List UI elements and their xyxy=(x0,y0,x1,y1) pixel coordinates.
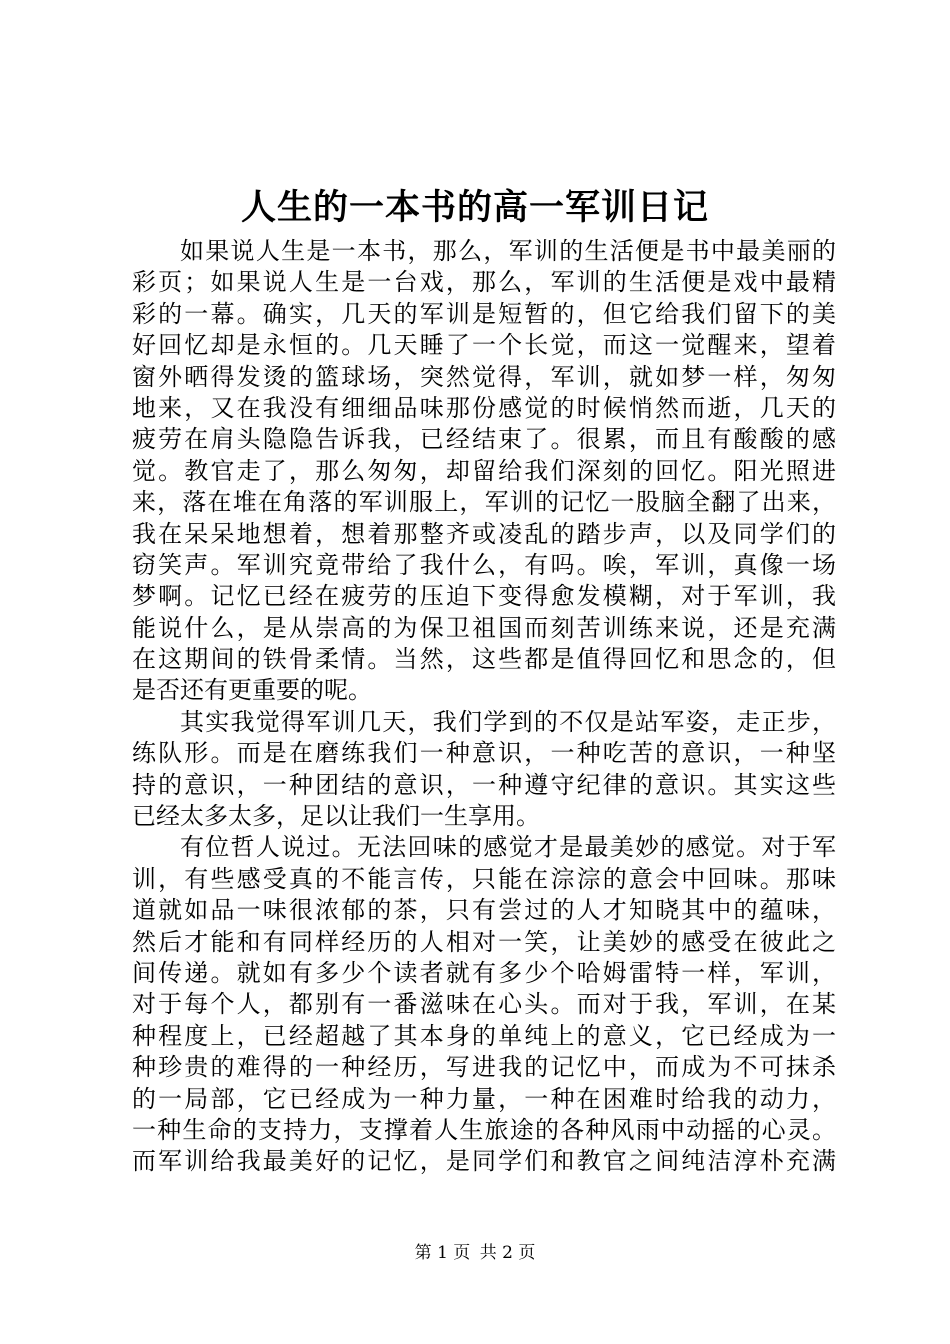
text-line: 持的意识，一种团结的意识，一种遵守纪律的意识。其实这些 xyxy=(132,770,836,799)
text-line: 已经太多太多，足以让我们一生享用。 xyxy=(132,802,540,831)
text-line: 彩的一幕。确实，几天的军训是短暂的，但它给我们留下的美 xyxy=(132,299,836,328)
document-body xyxy=(132,236,836,1178)
text-line: 对于每个人，都别有一番滋味在心头。而对于我，军训，在某 xyxy=(132,990,836,1019)
text-line: 在这期间的铁骨柔情。当然，这些都是值得回忆和思念的，但 xyxy=(132,645,836,674)
paragraph-3 xyxy=(132,832,836,1177)
page-number: 第 1 页 xyxy=(414,1243,471,1263)
text-line: 种珍贵的难得的一种经历，写进我的记忆中，而成为不可抹杀 xyxy=(132,1053,836,1082)
page-footer xyxy=(0,1241,950,1265)
text-line: 一种生命的支持力，支撑着人生旅途的各种风雨中动摇的心灵。 xyxy=(132,1115,836,1144)
text-line: 来，落在堆在角落的军训服上，军训的记忆一股脑全翻了出来， xyxy=(132,488,836,517)
text-line: 如果说人生是一本书，那么，军训的生活便是书中最美丽的 xyxy=(180,237,836,265)
page-total: 共 2 页 xyxy=(479,1243,536,1263)
text-line: 彩页；如果说人生是一台戏，那么，军训的生活便是戏中最精 xyxy=(132,268,836,297)
text-line: 我在呆呆地想着，想着那整齐或凌乱的踏步声，以及同学们的 xyxy=(132,519,836,548)
text-line: 地来，又在我没有细细品味那份感觉的时候悄然而逝，几天的 xyxy=(132,393,836,422)
paragraph-1 xyxy=(132,236,836,707)
text-line: 窗外晒得发烫的篮球场，突然觉得，军训，就如梦一样，匆匆 xyxy=(132,362,836,391)
text-line: 梦啊。记忆已经在疲劳的压迫下变得愈发模糊，对于军训，我 xyxy=(132,582,836,611)
text-line: 有位哲人说过。无法回味的感觉才是最美妙的感觉。对于军 xyxy=(180,833,836,862)
text-line: 觉。教官走了，那么匆匆，却留给我们深刻的回忆。阳光照进 xyxy=(132,456,836,485)
text-line: 种程度上，已经超越了其本身的单纯上的意义，它已经成为一 xyxy=(132,1021,836,1050)
document-title: 人生的一本书的高一军训日记 xyxy=(240,187,709,228)
text-line: 间传递。就如有多少个读者就有多少个哈姆雷特一样，军训， xyxy=(132,958,836,987)
text-line: 好回忆却是永恒的。几天睡了一个长觉，而这一觉醒来，望着 xyxy=(132,331,836,360)
text-line: 能说什么，是从崇高的为保卫祖国而刻苦训练来说，还是充满 xyxy=(132,613,836,642)
text-line: 而军训给我最美好的记忆，是同学们和教官之间纯洁淳朴充满 xyxy=(132,1147,836,1176)
text-line: 是否还有更重要的呢。 xyxy=(132,676,372,705)
text-line: 训，有些感受真的不能言传，只能在淙淙的意会中回味。那味 xyxy=(132,864,836,893)
text-line: 的一局部，它已经成为一种力量，一种在困难时给我的动力， xyxy=(132,1084,836,1113)
text-line: 疲劳在肩头隐隐告诉我，已经结束了。很累，而且有酸酸的感 xyxy=(132,425,836,454)
text-line: 其实我觉得军训几天，我们学到的不仅是站军姿，走正步， xyxy=(180,707,836,736)
text-line: 道就如品一味很浓郁的茶，只有尝过的人才知晓其中的蕴味， xyxy=(132,896,836,925)
text-line: 窃笑声。军训究竟带给了我什么，有吗。唉，军训，真像一场 xyxy=(132,550,836,579)
text-line: 练队形。而是在磨练我们一种意识，一种吃苦的意识，一种坚 xyxy=(132,739,836,768)
text-line: 然后才能和有同样经历的人相对一笑，让美妙的感受在彼此之 xyxy=(132,927,836,956)
paragraph-2 xyxy=(132,707,836,833)
